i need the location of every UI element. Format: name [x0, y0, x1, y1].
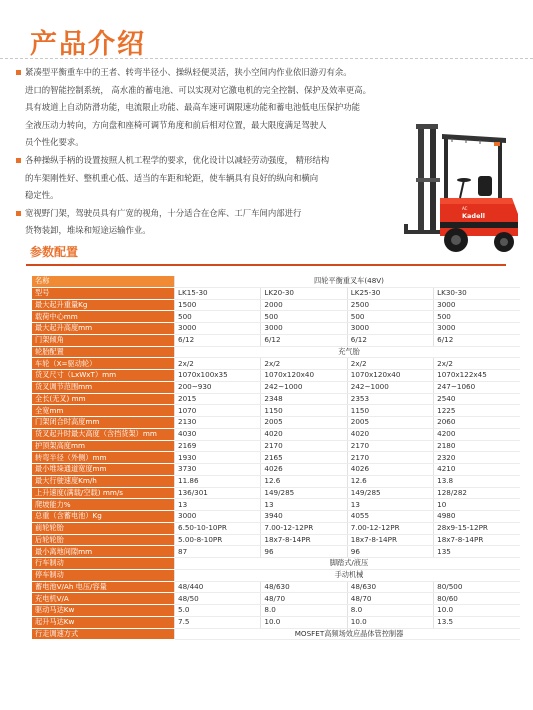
spec-label: 型号	[32, 287, 175, 299]
spec-row	[32, 628, 520, 640]
title-divider	[0, 58, 533, 59]
spec-value: 2005	[261, 417, 347, 429]
feature-text: 具有坡道上自动防滑功能，电流限止功能、最高车速可调限速功能和蓄电池低电压保护功能	[25, 102, 360, 113]
spec-value: 10	[434, 499, 520, 511]
section-title: 参数配置	[30, 245, 79, 259]
spec-value: 6/12	[175, 334, 261, 346]
spec-value: 13.8	[434, 475, 520, 487]
spec-value: 8.0	[347, 605, 433, 617]
spec-label: 车轮（X=驱动轮）	[32, 358, 175, 370]
spec-row	[32, 393, 520, 405]
spec-label: 全宽mm	[32, 405, 175, 417]
spec-value: 18x7-8-14PR	[434, 534, 520, 546]
spec-value: 247~1060	[434, 381, 520, 393]
spec-row	[32, 522, 520, 534]
spec-row	[32, 287, 520, 299]
spec-value: 3730	[175, 464, 261, 476]
forklift-image	[400, 118, 525, 258]
spec-value: 1070x122x45	[434, 370, 520, 382]
spec-value: 2x/2	[261, 358, 347, 370]
spec-value: 2500	[347, 299, 433, 311]
spec-row	[32, 440, 520, 452]
spec-value: 10.0	[261, 616, 347, 628]
spec-value: 1500	[175, 299, 261, 311]
spec-value: 2170	[347, 440, 433, 452]
spec-value: 80/500	[434, 581, 520, 593]
spec-row	[32, 546, 520, 558]
feature-text: 进口的智能控制系统， 高水准的蓄电池、可以实现对它激电机的完全控制、保护及效率更高。	[25, 84, 372, 95]
spec-table	[32, 276, 520, 640]
spec-label: 停车制动	[32, 569, 175, 581]
spec-value: 4030	[175, 428, 261, 440]
spec-label: 前轮轮胎	[32, 522, 175, 534]
spec-value: 4980	[434, 511, 520, 523]
spec-value: 48/630	[347, 581, 433, 593]
feature-line	[16, 82, 408, 100]
spec-row	[32, 534, 520, 546]
spec-value: 2005	[347, 417, 433, 429]
spec-label: 最大行驶速度Km/h	[32, 475, 175, 487]
spec-value: 1070	[175, 405, 261, 417]
spec-value: 2170	[347, 452, 433, 464]
spec-value: 200~930	[175, 381, 261, 393]
spec-value: 2130	[175, 417, 261, 429]
feature-text: 员个性化要求。	[25, 137, 84, 148]
spec-value: 135	[434, 546, 520, 558]
spec-row	[32, 405, 520, 417]
spec-value: 2015	[175, 393, 261, 405]
spec-row	[32, 299, 520, 311]
spec-row	[32, 334, 520, 346]
spec-value: 1070x100x35	[175, 370, 261, 382]
spec-value: 12.6	[261, 475, 347, 487]
spec-label: 后轮轮胎	[32, 534, 175, 546]
spec-label: 载荷中心mm	[32, 311, 175, 323]
spec-row	[32, 487, 520, 499]
feature-list	[16, 64, 408, 240]
spec-value: 500	[175, 311, 261, 323]
spec-row	[32, 276, 520, 287]
spec-value: 3000	[434, 299, 520, 311]
spec-label: 护顶架高度mm	[32, 440, 175, 452]
feature-line	[16, 205, 408, 223]
spec-value: 96	[347, 546, 433, 558]
spec-label: 起升马达Kw	[32, 616, 175, 628]
spec-value: 4026	[347, 464, 433, 476]
spec-value: 7.00-12-12PR	[347, 522, 433, 534]
spec-value: 13.5	[434, 616, 520, 628]
spec-value: 2165	[261, 452, 347, 464]
spec-value: 3000	[175, 323, 261, 335]
spec-row	[32, 569, 520, 581]
spec-value: 48/630	[261, 581, 347, 593]
spec-span-value: 脚踏式/液压	[175, 558, 521, 570]
feature-text: 稳定性。	[25, 190, 59, 201]
spec-value: 1070x120x40	[261, 370, 347, 382]
spec-label: 最大起升重量Kg	[32, 299, 175, 311]
spec-value: 10.0	[347, 616, 433, 628]
spec-label: 轮胎配置	[32, 346, 175, 358]
spec-value: 4020	[261, 428, 347, 440]
spec-row	[32, 311, 520, 323]
spec-value: 149/285	[261, 487, 347, 499]
spec-value: 80/60	[434, 593, 520, 605]
spec-value: 242~1000	[347, 381, 433, 393]
feature-line	[16, 222, 408, 240]
spec-value: LK30-30	[434, 287, 520, 299]
spec-value: 136/301	[175, 487, 261, 499]
bullet-marker	[16, 158, 21, 163]
section-divider	[26, 264, 506, 266]
spec-value: 500	[347, 311, 433, 323]
spec-value: 4055	[347, 511, 433, 523]
spec-value: 2x/2	[347, 358, 433, 370]
spec-value: 2x/2	[175, 358, 261, 370]
spec-label: 充电机V/A	[32, 593, 175, 605]
spec-label: 最小离地间隙mm	[32, 546, 175, 558]
spec-value: 7.00-12-12PR	[261, 522, 347, 534]
spec-value: 1930	[175, 452, 261, 464]
spec-value: 2170	[261, 440, 347, 452]
spec-label: 蓄电池V/Ah 电压/容量	[32, 581, 175, 593]
feature-text: 宽视野门架，驾驶员具有广宽的视角，十分适合在仓库、工厂车间内部进行	[25, 207, 302, 218]
feature-text: 紧凑型平衡重车中的王者、转弯半径小、操纵轻便灵活，狭小空间内作业依旧游刃有余。	[25, 67, 352, 77]
spec-row	[32, 464, 520, 476]
spec-row	[32, 417, 520, 429]
spec-label: 行走调速方式	[32, 628, 175, 640]
truck-model-label: AC	[462, 206, 468, 211]
spec-row	[32, 358, 520, 370]
spec-value: 18x7-8-14PR	[347, 534, 433, 546]
spec-value: 7.5	[175, 616, 261, 628]
spec-label: 驱动马达Kw	[32, 605, 175, 617]
spec-label: 货叉调节范围mm	[32, 381, 175, 393]
spec-label: 门架闭合时高度mm	[32, 417, 175, 429]
spec-row	[32, 381, 520, 393]
spec-value: 3000	[347, 323, 433, 335]
spec-span-value: 四轮平衡重叉车(48V)	[175, 276, 521, 287]
spec-value: 1150	[347, 405, 433, 417]
spec-label: 最大起升高度mm	[32, 323, 175, 335]
spec-value: 2000	[261, 299, 347, 311]
spec-value: 1225	[434, 405, 520, 417]
spec-value: 4200	[434, 428, 520, 440]
spec-label: 货叉起升时最大高度（含挡货架）mm	[32, 428, 175, 440]
feature-text: 的车架刚性好、整机重心低、适当的车距和轮距，使车辆具有良好的纵向和横向	[25, 172, 319, 183]
spec-row	[32, 558, 520, 570]
feature-line	[16, 152, 408, 170]
spec-value: 128/282	[434, 487, 520, 499]
spec-span-value: 充气胎	[175, 346, 521, 358]
spec-value: 1070x120x40	[347, 370, 433, 382]
spec-value: 6/12	[434, 334, 520, 346]
spec-value: 2540	[434, 393, 520, 405]
feature-line	[16, 64, 408, 82]
spec-label: 行车制动	[32, 558, 175, 570]
spec-row	[32, 593, 520, 605]
spec-value: 2180	[434, 440, 520, 452]
spec-label: 货叉尺寸（LxWxT）mm	[32, 370, 175, 382]
spec-label: 爬坡能力%	[32, 499, 175, 511]
spec-row	[32, 616, 520, 628]
spec-value: 5.0	[175, 605, 261, 617]
spec-value: LK20-30	[261, 287, 347, 299]
spec-value: LK15-30	[175, 287, 261, 299]
spec-value: 4210	[434, 464, 520, 476]
feature-text: 货物装卸，堆垛和短途运输作业。	[25, 225, 151, 236]
spec-label: 门架倾角	[32, 334, 175, 346]
spec-value: 13	[261, 499, 347, 511]
spec-value: 18x7-8-14PR	[261, 534, 347, 546]
spec-value: 6.50-10-10PR	[175, 522, 261, 534]
spec-value: 48/50	[175, 593, 261, 605]
spec-row	[32, 323, 520, 335]
spec-value: 2169	[175, 440, 261, 452]
spec-value: 10.0	[434, 605, 520, 617]
page-title: 产品介绍	[30, 29, 146, 60]
spec-value: 48/440	[175, 581, 261, 593]
spec-span-value: 手动机械	[175, 569, 521, 581]
spec-row	[32, 346, 520, 358]
spec-label: 转弯半径（外侧）mm	[32, 452, 175, 464]
feature-line	[16, 99, 408, 117]
spec-value: 11.86	[175, 475, 261, 487]
spec-value: 2320	[434, 452, 520, 464]
spec-row	[32, 452, 520, 464]
spec-value: 2x/2	[434, 358, 520, 370]
spec-label: 总重（含蓄电池）Kg	[32, 511, 175, 523]
spec-value: 3000	[261, 323, 347, 335]
spec-value: 3000	[434, 323, 520, 335]
spec-value: 48/70	[347, 593, 433, 605]
feature-text: 全液压动力转向，方向盘和座椅可调节角度和前后相对位置，最大限度满足驾驶人	[25, 119, 327, 130]
spec-label: 名称	[32, 276, 175, 287]
spec-value: 4020	[347, 428, 433, 440]
spec-value: 96	[261, 546, 347, 558]
spec-value: 6/12	[261, 334, 347, 346]
spec-span-value: MOSFET高频场效应晶体管控制器	[175, 628, 521, 640]
bullet-marker	[16, 70, 21, 75]
spec-value: 4026	[261, 464, 347, 476]
spec-value: 500	[261, 311, 347, 323]
feature-line	[16, 187, 408, 205]
spec-value: 48/70	[261, 593, 347, 605]
feature-line	[16, 170, 408, 188]
spec-row	[32, 499, 520, 511]
spec-row	[32, 581, 520, 593]
feature-line	[16, 117, 408, 135]
feature-text: 各种操纵手柄的设置按照人机工程学的要求，优化设计以减轻劳动强度， 精形结构	[25, 154, 330, 165]
spec-value: 2348	[261, 393, 347, 405]
spec-value: 3940	[261, 511, 347, 523]
spec-row	[32, 475, 520, 487]
truck-brand-label: Kadell	[462, 212, 485, 220]
spec-label: 全长(无叉) mm	[32, 393, 175, 405]
spec-value: 12.6	[347, 475, 433, 487]
spec-value: 5.00-8-10PR	[175, 534, 261, 546]
spec-row	[32, 428, 520, 440]
spec-value: LK25-30	[347, 287, 433, 299]
bullet-marker	[16, 211, 21, 216]
spec-value: 500	[434, 311, 520, 323]
spec-value: 8.0	[261, 605, 347, 617]
spec-value: 2353	[347, 393, 433, 405]
spec-row	[32, 370, 520, 382]
spec-value: 13	[175, 499, 261, 511]
spec-value: 87	[175, 546, 261, 558]
spec-row	[32, 511, 520, 523]
spec-value: 6/12	[347, 334, 433, 346]
spec-value: 242~1000	[261, 381, 347, 393]
spec-value: 2060	[434, 417, 520, 429]
spec-value: 149/285	[347, 487, 433, 499]
spec-value: 28x9-15-12PR	[434, 522, 520, 534]
spec-value: 13	[347, 499, 433, 511]
feature-line	[16, 134, 408, 152]
spec-label: 最小堆垛通道宽度mm	[32, 464, 175, 476]
spec-label: 上升速度(满载/空载) mm/s	[32, 487, 175, 499]
spec-value: 1150	[261, 405, 347, 417]
spec-value: 3000	[175, 511, 261, 523]
spec-row	[32, 605, 520, 617]
